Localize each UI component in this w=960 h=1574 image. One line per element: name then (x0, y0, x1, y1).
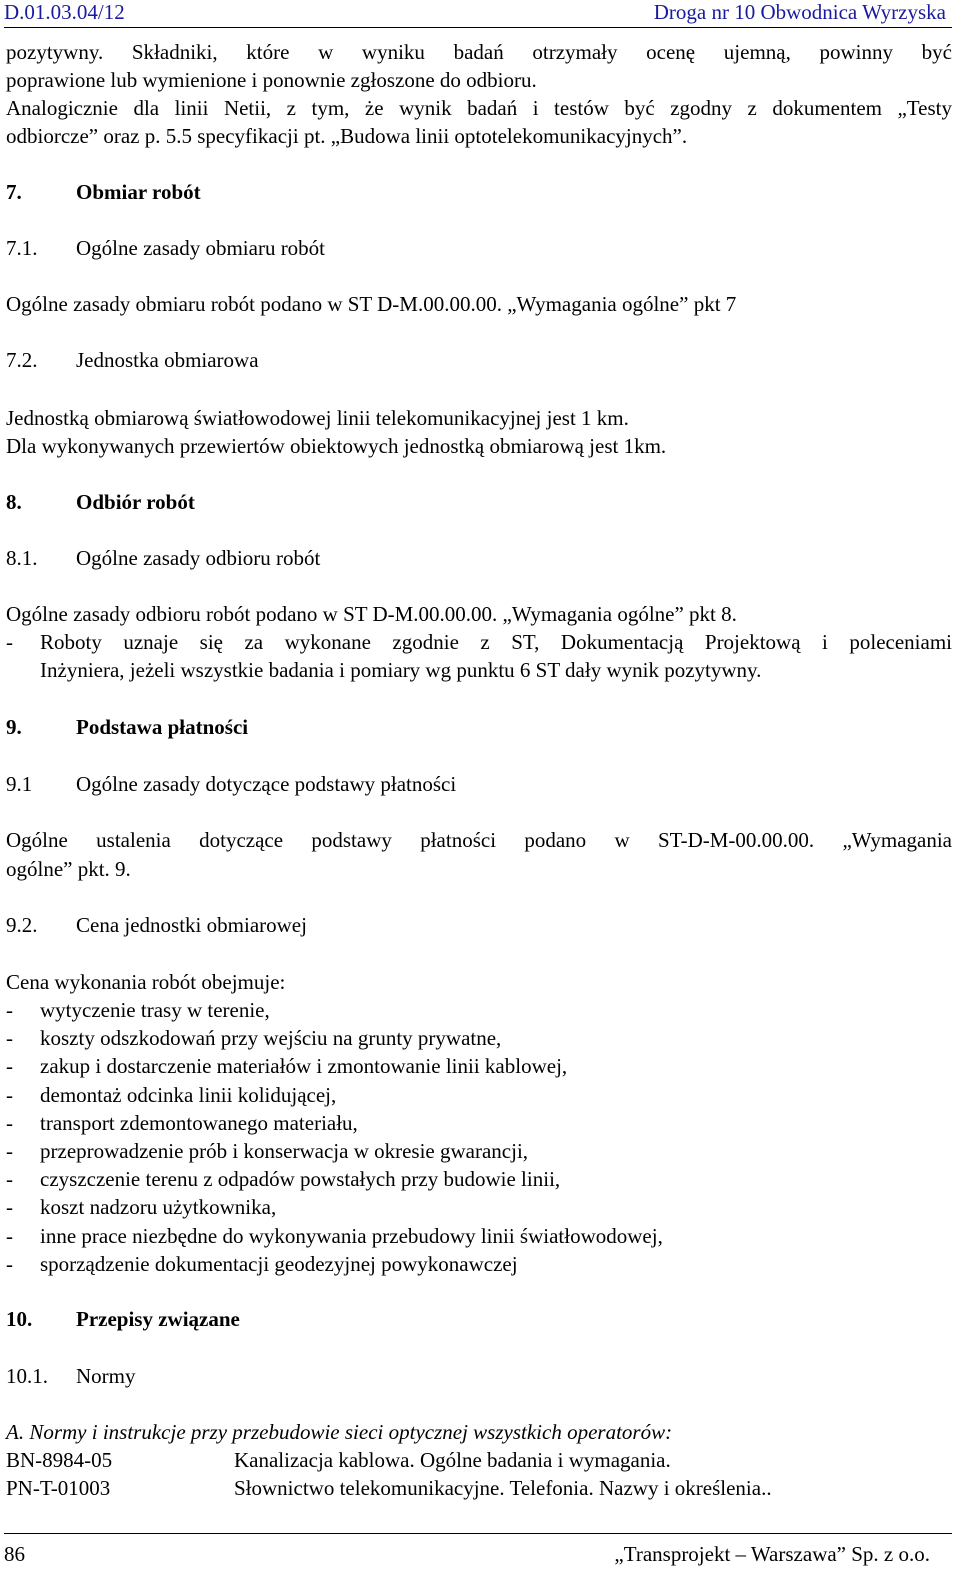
section-10-1-number: 10.1. (6, 1364, 48, 1388)
section-7-2-number: 7.2. (6, 348, 38, 372)
section-9-1-title: Ogólne zasady dotyczące podstawy płatności (76, 772, 457, 796)
intro-line-1: pozytywny. Składniki, które w wyniku badań otrzymały ocenę ujemną, powinny być (6, 40, 952, 64)
section-9-2-title: Cena jednostki obmiarowej (76, 913, 307, 937)
list-item: transport zdemontowanego materiału, (40, 1111, 358, 1135)
section-8-1-bullet-line-2: Inżyniera, jeżeli wszystkie badania i pomiary wg punktu 6 ST dały wynik pozytywny. (40, 658, 762, 682)
list-item-dash: - (6, 1054, 13, 1078)
section-7-title: Obmiar robót (76, 180, 201, 204)
header-rule (4, 27, 952, 28)
company-name: „Transprojekt – Warszawa” Sp. z o.o. (614, 1542, 930, 1566)
section-7-1-number: 7.1. (6, 236, 38, 260)
section-9-1-number: 9.1 (6, 772, 33, 796)
footer-rule (4, 1533, 952, 1534)
list-item-dash: - (6, 1026, 13, 1050)
bullet-dash: - (6, 630, 13, 654)
section-7-2-text-2: Dla wykonywanych przewiertów obiektowych jednostką obmiarową jest 1km. (6, 434, 667, 458)
section-8-number: 8. (6, 490, 22, 514)
list-item-dash: - (6, 1195, 13, 1219)
section-9-2-intro: Cena wykonania robót obejmuje: (6, 970, 286, 994)
section-7-1-title: Ogólne zasady obmiaru robót (76, 236, 326, 260)
norm-code: PN-T-01003 (6, 1476, 111, 1500)
section-10-1-title: Normy (76, 1364, 136, 1388)
norms-heading: A. Normy i instrukcje przy przebudowie sieci optycznej wszystkich operatorów: (6, 1420, 673, 1444)
list-item-dash: - (6, 1167, 13, 1191)
section-7-2-text-1: Jednostką obmiarową światłowodowej linii telekomunikacyjnej jest 1 km. (6, 406, 629, 430)
section-8-title: Odbiór robót (76, 490, 195, 514)
list-item: koszty odszkodowań przy wejściu na grunty prywatne, (40, 1026, 502, 1050)
section-9-title: Podstawa płatności (76, 715, 249, 739)
intro-line-3: Analogicznie dla linii Netii, z tym, że wynik badań i testów być zgodny z dokumentem „Testy (6, 96, 952, 120)
list-item-dash: - (6, 1252, 13, 1276)
section-9-1-text-2: ogólne” pkt. 9. (6, 857, 131, 881)
section-9-1-text-1: Ogólne ustalenia dotyczące podstawy płatności podano w ST-D-M-00.00.00. „Wymagania (6, 828, 952, 852)
section-7-2-title: Jednostka obmiarowa (76, 348, 259, 372)
section-8-1-title: Ogólne zasady odbioru robót (76, 546, 321, 570)
section-10-title: Przepisy związane (76, 1307, 240, 1331)
list-item-dash: - (6, 1083, 13, 1107)
section-8-1-text: Ogólne zasady odbioru robót podano w ST D-M.00.00.00. „Wymagania ogólne” pkt 8. (6, 602, 737, 626)
doc-title: Droga nr 10 Obwodnica Wyrzyska (653, 0, 946, 24)
list-item: wytyczenie trasy w terenie, (40, 998, 270, 1022)
list-item-dash: - (6, 1224, 13, 1248)
intro-line-2: poprawione lub wymienione i ponownie zgłoszone do odbioru. (6, 68, 537, 92)
page-number: 86 (4, 1542, 25, 1566)
section-9-2-number: 9.2. (6, 913, 38, 937)
norm-code: BN-8984-05 (6, 1448, 113, 1472)
list-item: inne prace niezbędne do wykonywania przebudowy linii światłowodowej, (40, 1224, 663, 1248)
section-8-1-bullet-line-1: Roboty uznaje się za wykonane zgodnie z ST, Dokumentacją Projektową i poleceniami (40, 630, 952, 654)
list-item: czyszczenie terenu z odpadów powstałych przy budowie linii, (40, 1167, 561, 1191)
intro-line-4: odbiorcze” oraz p. 5.5 specyfikacji pt. „Budowa linii optotelekomunikacyjnych”. (6, 124, 688, 148)
section-7-1-text: Ogólne zasady obmiaru robót podano w ST D-M.00.00.00. „Wymagania ogólne” pkt 7 (6, 292, 737, 316)
norm-description: Słownictwo telekomunikacyjne. Telefonia. Nazwy i określenia.. (234, 1476, 772, 1500)
section-9-number: 9. (6, 715, 22, 739)
section-10-number: 10. (6, 1307, 33, 1331)
list-item-dash: - (6, 1111, 13, 1135)
section-7-number: 7. (6, 180, 22, 204)
list-item: zakup i dostarczenie materiałów i zmontowanie linii kablowej, (40, 1054, 568, 1078)
list-item: demontaż odcinka linii kolidującej, (40, 1083, 337, 1107)
list-item-dash: - (6, 998, 13, 1022)
doc-code: D.01.03.04/12 (4, 0, 125, 24)
list-item: koszt nadzoru użytkownika, (40, 1195, 277, 1219)
list-item-dash: - (6, 1139, 13, 1163)
section-8-1-number: 8.1. (6, 546, 38, 570)
list-item: przeprowadzenie prób i konserwacja w okresie gwarancji, (40, 1139, 529, 1163)
norm-description: Kanalizacja kablowa. Ogólne badania i wymagania. (234, 1448, 671, 1472)
list-item: sporządzenie dokumentacji geodezyjnej powykonawczej (40, 1252, 518, 1276)
